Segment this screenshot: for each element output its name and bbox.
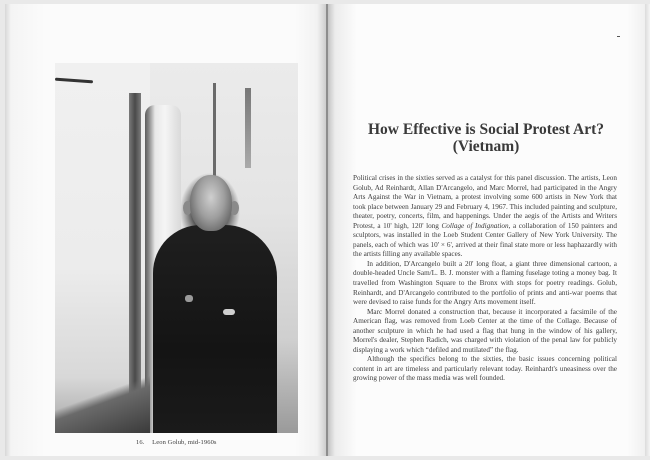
artwork-title: Collage of Indignation bbox=[441, 221, 509, 230]
page-speck bbox=[617, 36, 620, 37]
photo-figure-body bbox=[153, 225, 277, 433]
paragraph-text: , a collaboration of 150 painters and sculptors, was installed in the Loeb Student Center Gallery of New York University. The panels, each of which was 10' × 6', arrived at their final state more or less haphazardly with the artists filling any available spaces. bbox=[353, 221, 617, 259]
paragraph-2: In addition, D'Arcangelo built a 20' long float, a giant three dimensional cartoon, a double-headed Uncle Sam/L. B. J. monster with a flaming fuselage toting a money bag. It travelled from Washington Square to the Bronx with stops for poetry readings. Golub, Reinhardt, and D'Arcangelo contributed to the portfolio of prints and anti-war poems that were devised to raise funds for the Angry Arts movement itself. bbox=[353, 259, 617, 307]
page-edge bbox=[645, 4, 650, 456]
photo-figure-hand bbox=[185, 295, 193, 302]
photo-canvas-stroke-right bbox=[245, 88, 251, 168]
photo-figure-head bbox=[190, 175, 232, 231]
portrait-photograph bbox=[55, 63, 298, 433]
photo-floor-shadow bbox=[55, 363, 150, 433]
chapter-title bbox=[352, 121, 620, 155]
photo-figure-hand bbox=[223, 309, 235, 315]
paragraph-text: Political crises in the sixties served as a catalyst for this panel discussion. The artists, Leon Golub, Ad Reinhardt, Allan D'Arcangelo, and Marc Morrel, had participated in the Angry Arts Against the War in Vietnam, a protest involving some 600 artists in New York that took place between January 29 and February 4, 1967. This included painting and sculpture, theater, poetry, concerts, film, and happenings. Under the aegis of the Artists and Writers Protest, a 10' high, 120' long bbox=[353, 174, 617, 230]
body-text bbox=[353, 174, 617, 384]
caption-text: Leon Golub, mid-1960s bbox=[152, 439, 217, 446]
chapter-title-line-1: How Effective is Social Protest Art? bbox=[367, 121, 605, 138]
photo-thin-stroke bbox=[213, 83, 216, 183]
caption-number: 16. bbox=[136, 439, 145, 446]
book-gutter bbox=[326, 4, 328, 456]
paragraph-4: Although the specifics belong to the sixties, the basic issues concerning political content in art are timeless and particularly relevant today. Reinhardt's uneasiness over the growing power of the mass media was well founded. bbox=[353, 355, 617, 383]
paragraph-1 bbox=[353, 174, 617, 260]
photo-caption bbox=[136, 439, 217, 446]
chapter-title-line-2: (Vietnam) bbox=[452, 138, 520, 155]
paragraph-3: Marc Morrel donated a construction that, because it incorporated a facsimile of the American flag, was removed from Loeb Center at the time of the Collage. Because of another sculpture in which he had used a flag that hung in the window of his gallery, Morrel's dealer, Stephen Radich, was charged with violation of the penal law for publicly displaying a work which “defiled and mutilated” the flag. bbox=[353, 307, 617, 354]
